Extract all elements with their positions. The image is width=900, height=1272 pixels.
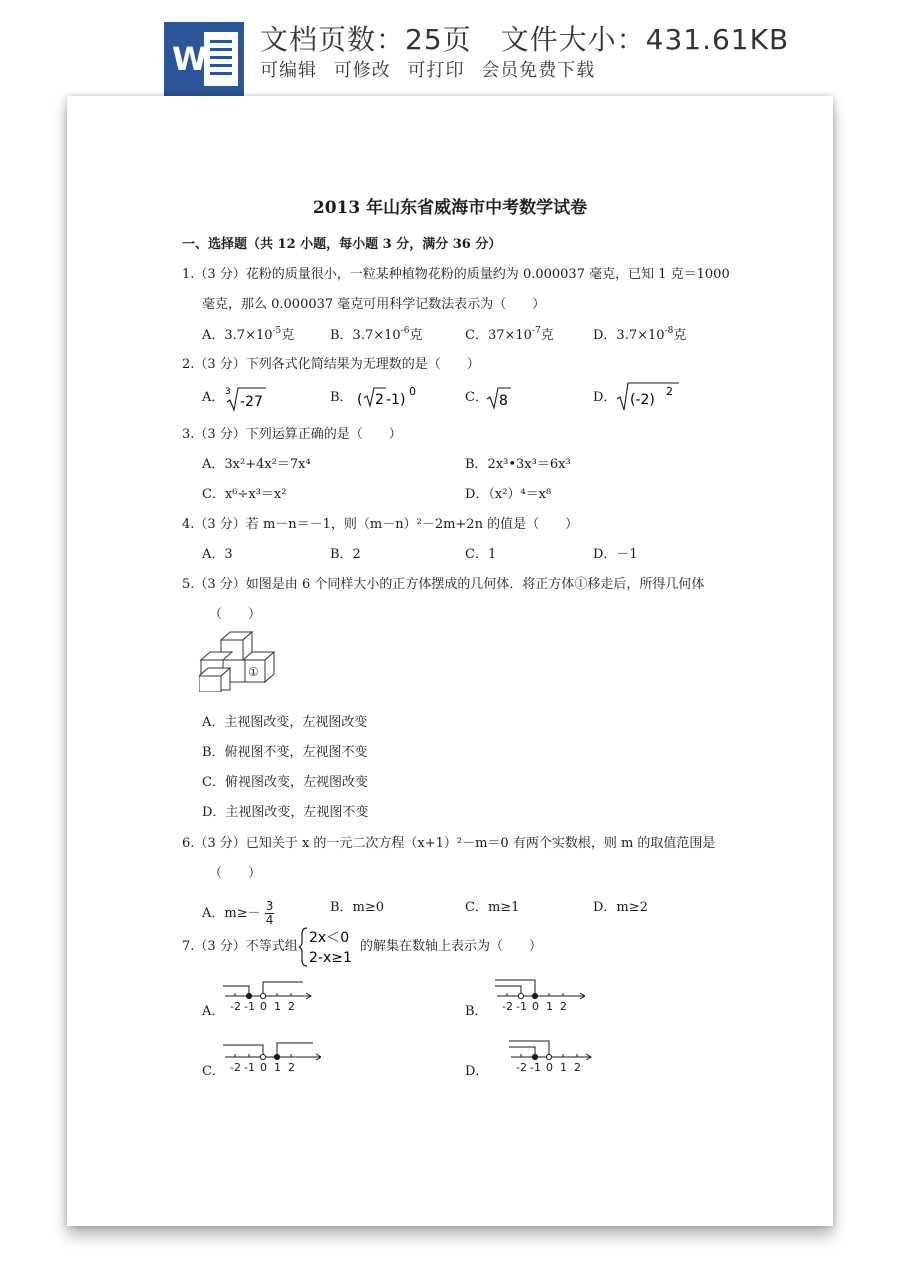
svg-text:2: 2	[375, 392, 384, 408]
svg-text:(: (	[357, 392, 363, 408]
q2-option-d-sqrt	[615, 379, 681, 413]
q2-option-c-sqrt	[485, 383, 513, 411]
closed-point	[532, 1054, 537, 1059]
q1-option-c: C．$37\times 10^{-7}$克	[465, 326, 554, 343]
q4-option-a: A．3	[202, 547, 233, 562]
section-heading: 一、选择题（共 12 小题，每小题 3 分，满分 36 分）	[182, 237, 502, 252]
tick-label: -2	[230, 1061, 241, 1074]
solution-ray	[277, 1043, 313, 1054]
tick-label: 2	[288, 1061, 295, 1074]
tick-label: 0	[260, 1061, 267, 1074]
file-features	[260, 56, 605, 82]
open-point	[260, 1054, 265, 1059]
tick-label: 2	[574, 1061, 581, 1074]
tick-label: 1	[546, 1000, 553, 1013]
q5-option-c: C．俯视图改变，左视图改变	[202, 775, 368, 790]
feature-member-download: 会员免费下载	[481, 60, 596, 81]
tick-label: -2	[502, 1000, 513, 1013]
svg-text:-27: -27	[240, 394, 263, 410]
q1-option-b: B．$3.7\times 10^{-6}$克	[330, 326, 423, 343]
q6-option-a: A．m≥－ $\frac{3}{4}$	[202, 899, 274, 927]
closed-point	[532, 993, 537, 998]
open-point	[518, 993, 523, 998]
q1-option-a: A．$3.7\times 10^{-5}$克	[202, 326, 295, 343]
q2-stem: 2.（3 分）下列各式化简结果为无理数的是（ ）	[182, 357, 480, 372]
q2-option-b-label: B．	[330, 390, 353, 405]
q4-option-c: C．1	[465, 547, 497, 562]
q3-option-a: A．3x²+4x²＝7x⁴	[202, 457, 311, 472]
feature-modifiable: 可修改	[333, 60, 391, 81]
svg-text:8: 8	[499, 393, 508, 409]
q5-stem-line1: 5.（3 分）如图是由 6 个同样大小的正方体摆成的几何体．将正方体①移走后，所得几何体	[182, 577, 705, 592]
tick-label: 2	[288, 1000, 295, 1013]
q2-option-c-label: C．	[465, 390, 488, 405]
q2-option-a-cube-root	[224, 384, 268, 412]
q7-option-d-number-line	[485, 1032, 595, 1082]
q6-stem-line2: （ ）	[209, 866, 262, 881]
q7-stem-post: 的解集在数轴上表示为（ ）	[360, 939, 543, 954]
q1-stem-line1: 1.（3 分）花粉的质量很小，一粒某种植物花粉的质量约为 0.000037 毫克，已知 1 克＝1000	[182, 267, 730, 282]
svg-text:2-x≥1: 2-x≥1	[309, 950, 352, 966]
solution-ray	[495, 986, 521, 993]
q7-option-a-number-line	[221, 972, 313, 1022]
svg-text:2: 2	[666, 385, 673, 398]
q7-stem-pre: 7.（3 分）不等式组	[182, 939, 298, 954]
q1-stem-line2: 毫克，那么 0.000037 毫克可用科学记数法表示为（ ）	[202, 297, 546, 312]
tick-label: 1	[274, 1061, 281, 1074]
q6-option-d: D．m≥2	[593, 900, 648, 915]
q4-stem: 4.（3 分）若 m－n＝－1，则（m－n）²－2m+2n 的值是（ ）	[182, 517, 579, 532]
q7-option-b-label: B．	[465, 1004, 488, 1019]
tick-label: 1	[274, 1000, 281, 1013]
closed-point	[274, 1054, 279, 1059]
tick-label: -1	[530, 1061, 541, 1074]
q6-stem-line1: 6.（3 分）已知关于 x 的一元二次方程（x+1）²－m＝0 有两个实数根，则 m 的取值范围是	[182, 836, 716, 851]
q4-option-b: B．2	[330, 547, 361, 562]
q1-option-d: D．$3.7\times 10^{-8}$克	[593, 326, 687, 343]
exam-title: 2013 年山东省威海市中考数学试卷	[312, 198, 588, 218]
svg-text:①: ①	[248, 665, 259, 679]
q5-option-d: D．主视图改变，左视图不变	[202, 805, 369, 820]
q6-option-c: C．m≥1	[465, 900, 520, 915]
q7-option-b-number-line	[485, 972, 585, 1022]
feature-editable: 可编辑	[260, 60, 317, 81]
solution-ray	[263, 982, 303, 993]
q7-option-a-label: A．	[202, 1004, 225, 1019]
svg-text:-1): -1)	[386, 392, 406, 408]
tick-label: -1	[244, 1000, 255, 1013]
word-file-icon	[164, 22, 244, 96]
tick-label: -1	[244, 1061, 255, 1074]
tick-label: 0	[546, 1061, 553, 1074]
svg-text:3: 3	[225, 387, 231, 397]
q3-option-d: D．（x²）⁴＝x⁸	[465, 487, 552, 502]
solution-ray	[223, 1045, 263, 1054]
svg-text:0: 0	[409, 385, 416, 398]
q2-option-a-label: A．	[202, 390, 225, 405]
q5-option-a: A．主视图改变，左视图改变	[202, 715, 368, 730]
tick-label: -1	[516, 1000, 527, 1013]
solution-ray	[223, 986, 249, 993]
q7-inequality-system	[299, 926, 361, 968]
solution-ray	[509, 1047, 535, 1054]
open-point	[260, 993, 265, 998]
q6-option-b: B．m≥0	[330, 900, 385, 915]
tick-label: 0	[532, 1000, 539, 1013]
q5-cube-figure	[199, 630, 281, 692]
tick-label: 1	[560, 1061, 567, 1074]
svg-text:2x＜0: 2x＜0	[309, 930, 350, 946]
document-page	[67, 96, 833, 1226]
open-point	[546, 1054, 551, 1059]
q2-option-d-label: D．	[593, 390, 617, 405]
file-info-title: 文档页数：25页 文件大小：431.61KB	[260, 23, 790, 56]
tick-label: 2	[560, 1000, 567, 1013]
q7-option-d-label: D．	[465, 1064, 489, 1079]
q2-option-b-expr	[355, 382, 421, 412]
svg-text:(-2): (-2)	[630, 392, 655, 408]
closed-point	[246, 993, 251, 998]
q5-stem-line2: （ ）	[209, 607, 262, 622]
tick-label: -2	[516, 1061, 527, 1074]
q7-option-c-number-line	[221, 1033, 321, 1083]
q4-option-d: D．－1	[593, 547, 638, 562]
tick-label: 0	[260, 1000, 267, 1013]
q3-stem: 3.（3 分）下列运算正确的是（ ）	[182, 427, 402, 442]
q3-option-c: C．x⁶÷x³＝x²	[202, 487, 287, 502]
q7-option-c-label: C．	[202, 1064, 225, 1079]
q5-option-b: B．俯视图不变，左视图不变	[202, 745, 368, 760]
feature-printable: 可打印	[407, 60, 465, 81]
tick-label: -2	[230, 1000, 241, 1013]
word-logo-letter: W	[172, 40, 208, 78]
q3-option-b: B．2x³•3x³＝6x³	[465, 457, 571, 472]
